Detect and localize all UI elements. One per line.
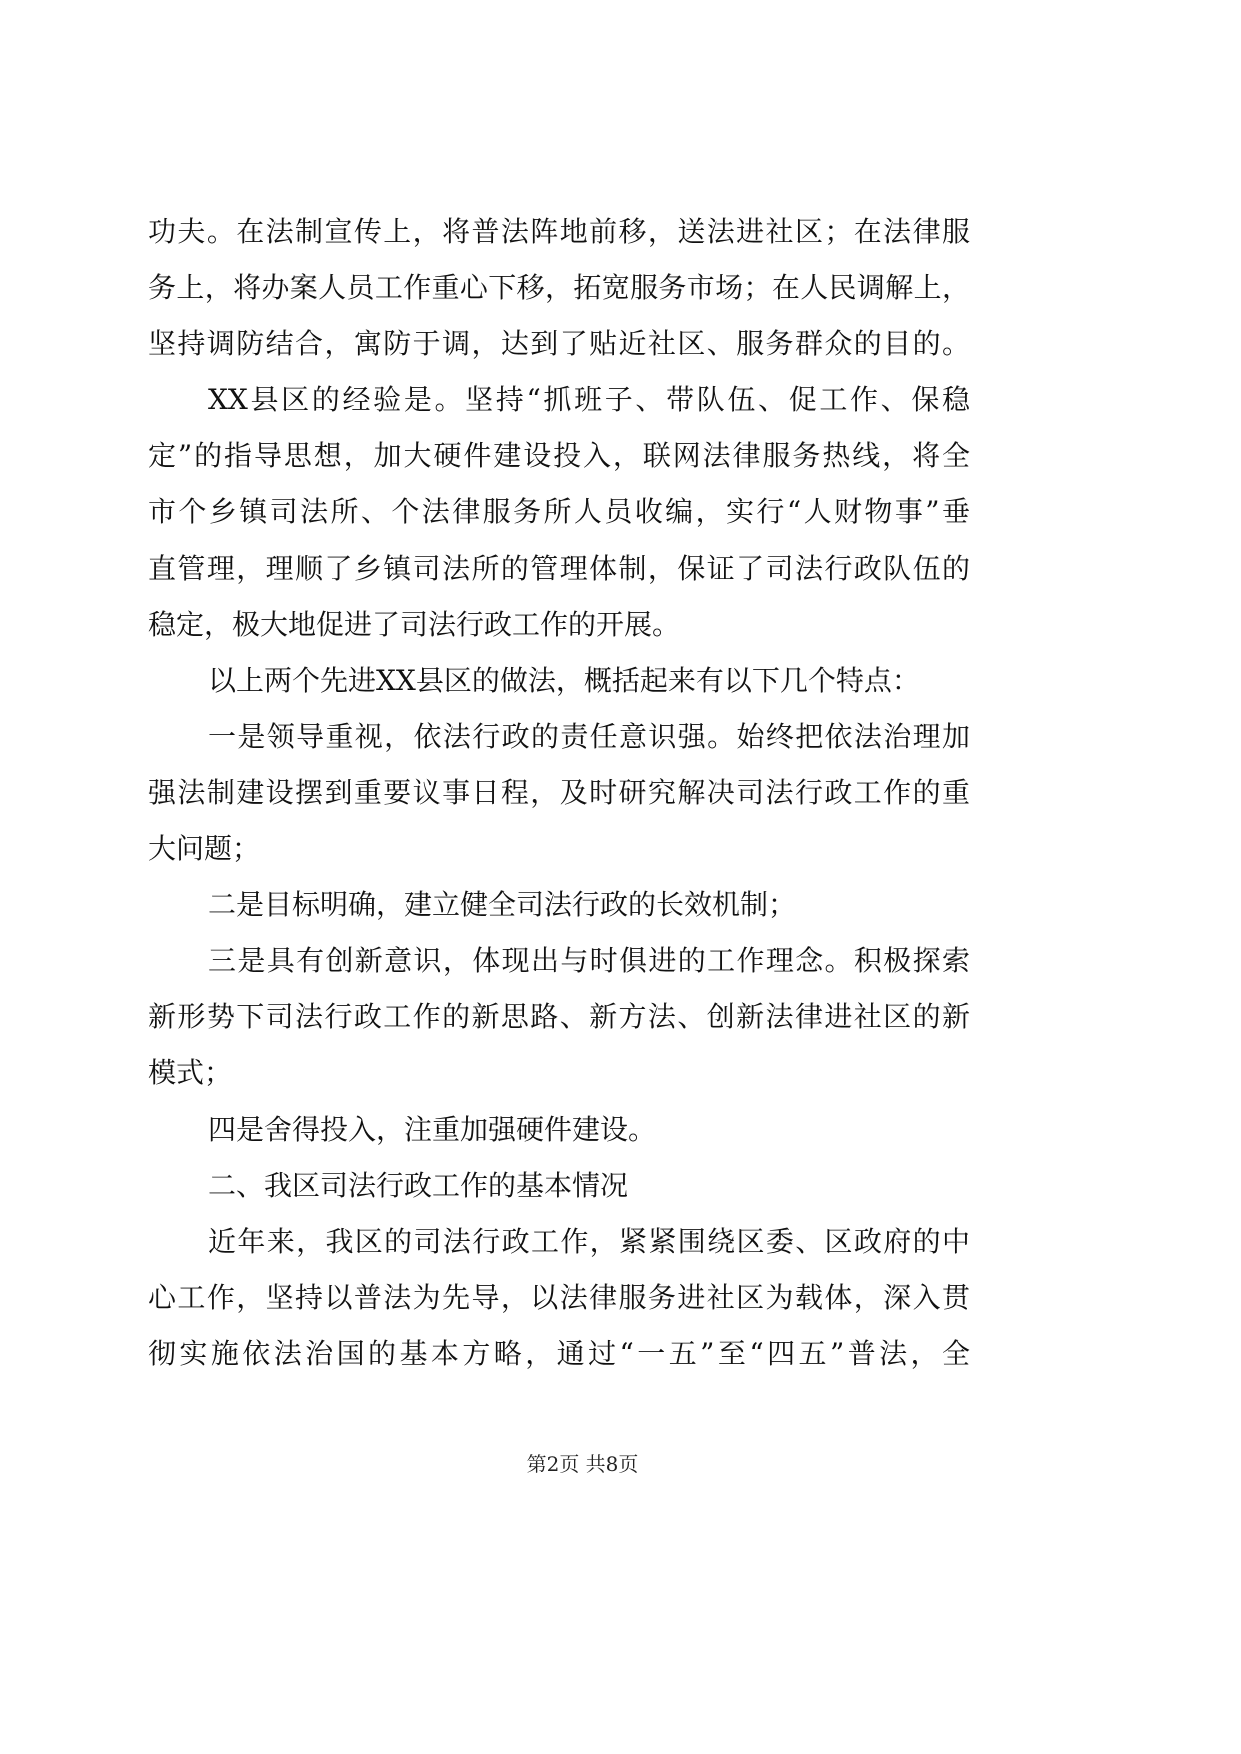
- paragraph: [148, 716, 970, 884]
- paragraph: [148, 211, 970, 379]
- page-number-footer: 第2页 共8页: [526, 1452, 639, 1476]
- text-line: 以上两个先进XX县区的做法，概括起来有以下几个特点：: [208, 663, 920, 697]
- paragraph: [148, 1109, 970, 1165]
- text-line: 稳定，极大地促进了司法行政工作的开展。: [148, 607, 681, 641]
- text-line: 务上，将办案人员工作重心下移，拓宽服务市场；在人民调解上，: [148, 271, 970, 305]
- text-line: 一是领导重视，依法行政的责任意识强。始终把依法治理加: [208, 719, 970, 753]
- text-line: 二、我区司法行政工作的基本情况: [208, 1168, 629, 1202]
- text-line: 大问题；: [148, 832, 261, 866]
- paragraph: [148, 660, 970, 716]
- text-line: 四是舍得投入，注重加强硬件建设。: [208, 1112, 657, 1146]
- text-line: 市个乡镇司法所、个法律服务所人员收编，实行“人财物事”垂: [148, 495, 970, 529]
- text-line: 近年来，我区的司法行政工作，紧紧围绕区委、区政府的中: [208, 1224, 970, 1258]
- paragraph: [148, 940, 970, 1108]
- text-line: 彻实施依法治国的基本方略，通过“一五”至“四五”普法，全: [148, 1336, 970, 1370]
- document-body: [148, 211, 970, 1389]
- paragraph: [148, 1221, 970, 1389]
- section-heading: [148, 1165, 970, 1221]
- text-line: 功夫。在法制宣传上，将普法阵地前移，送法进社区；在法律服: [148, 215, 970, 248]
- text-line: 新形势下司法行政工作的新思路、新方法、创新法律进社区的新: [148, 1000, 970, 1034]
- text-line: 三是具有创新意识，体现出与时俱进的工作理念。积极探索: [208, 944, 970, 978]
- text-line: 模式；: [148, 1056, 233, 1090]
- text-line: XX县区的经验是。坚持“抓班子、带队伍、促工作、保稳: [208, 383, 970, 417]
- text-line: 定”的指导思想，加大硬件建设投入，联网法律服务热线，将全: [148, 439, 970, 473]
- text-line: 二是目标明确，建立健全司法行政的长效机制；: [208, 888, 797, 922]
- text-line: 坚持调防结合，寓防于调，达到了贴近社区、服务群众的目的。: [148, 327, 970, 361]
- text-line: 直管理，理顺了乡镇司法所的管理体制，保证了司法行政队伍的: [148, 551, 970, 585]
- paragraph: [148, 379, 970, 659]
- text-line: 强法制建设摆到重要议事日程，及时研究解决司法行政工作的重: [148, 775, 970, 809]
- text-line: 心工作，坚持以普法为先导，以法律服务进社区为载体，深入贯: [148, 1280, 970, 1314]
- paragraph: [148, 884, 970, 940]
